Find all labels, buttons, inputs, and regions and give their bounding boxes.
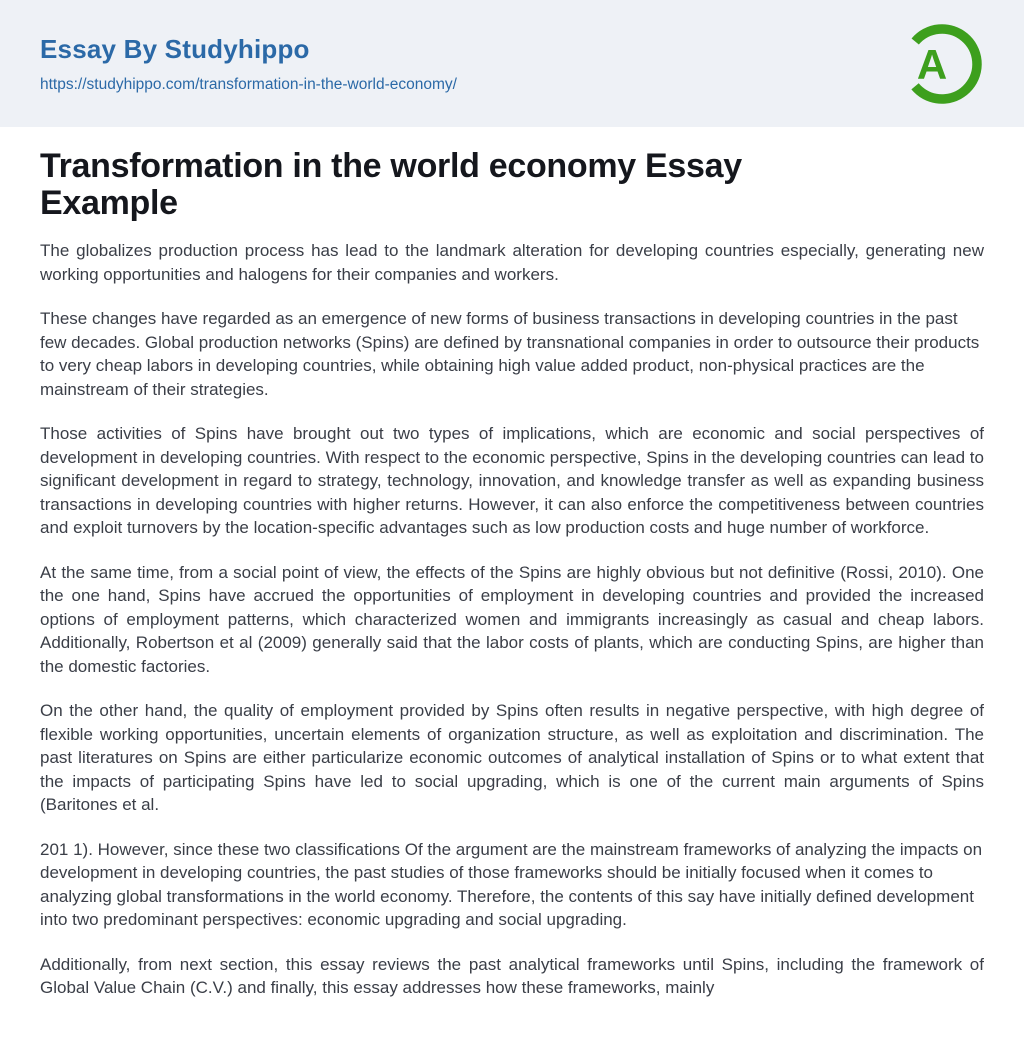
essay-paragraph: On the other hand, the quality of employment provided by Spins often results in negative perspective, with high degree of flexible working opportunities, uncertain elements of organization structure, as well as exploitation and discrimination. The past literatures on Spins are either particularize economic outcomes of analytical installation of Spins or to what extent that the impacts of participating Spins have led to social upgrading, which is one of the current main arguments of Spins (Baritones et al.: [40, 701, 984, 815]
essay-content: [0, 127, 1024, 1000]
essay-paragraph: These changes have regarded as an emergence of new forms of business transactions in developing countries in the past few decades. Global production networks (Spins) are defined by transnational companies in order to outsource their products to very cheap labors in developing countries, while obtaining high value added product, non-physical practices are the mainstream of their strategies.: [40, 309, 980, 399]
essay-url-link[interactable]: https://studyhippo.com/transformation-in-the-world-economy/: [40, 75, 457, 93]
essay-paragraph: Additionally, from next section, this essay reviews the past analytical frameworks until Spins, including the framework of Global Value Chain (C.V.) and finally, this essay addresses how these frameworks, mainly: [40, 954, 984, 998]
essay-title: Transformation in the world economy Essay Example: [40, 147, 742, 223]
logo-letter: A: [916, 40, 948, 88]
page-header: [0, 0, 1024, 127]
site-title: Essay By Studyhippo: [40, 33, 310, 64]
essay-paragraph: 201 1). However, since these two classifications Of the argument are the mainstream frameworks of analyzing the impacts on development in developing countries, the past studies of those frameworks should be initially focused when it comes to analyzing global transformations in the world economy. Therefore, the contents of this say have initially defined development into two predominant perspectives: economic upgrading and social upgrading.: [40, 839, 983, 930]
studyhippo-logo-icon: [900, 22, 984, 106]
essay-paragraph: The globalizes production process has lead to the landmark alteration for developing countries especially, generating new working opportunities and halogens for their companies and workers.: [40, 241, 984, 284]
header-text-block: [40, 34, 457, 94]
essay-paragraph: Those activities of Spins have brought out two types of implications, which are economic and social perspectives of development in developing countries. With respect to the economic perspective, Spins in the developing countries can lead to significant development in regard to strategy, technology, innovation, and knowledge transfer as well as expanding business transactions in developing countries with higher returns. However, it can also enforce the competitiveness between countries and exploit turnovers by the location-specific advantages such as low production costs and huge number of workforce.: [40, 424, 984, 538]
essay-paragraph: At the same time, from a social point of view, the effects of the Spins are highly obvious but not definitive (Rossi, 2010). One the one hand, Spins have accrued the opportunities of employment in developing countries and provided the increased options of employment patterns, which characterized women and immigrants increasingly as casual and cheap labors. Additionally, Robertson et al (2009) generally said that the labor costs of plants, which are conducting Spins, are higher than the domestic factories.: [40, 562, 984, 676]
